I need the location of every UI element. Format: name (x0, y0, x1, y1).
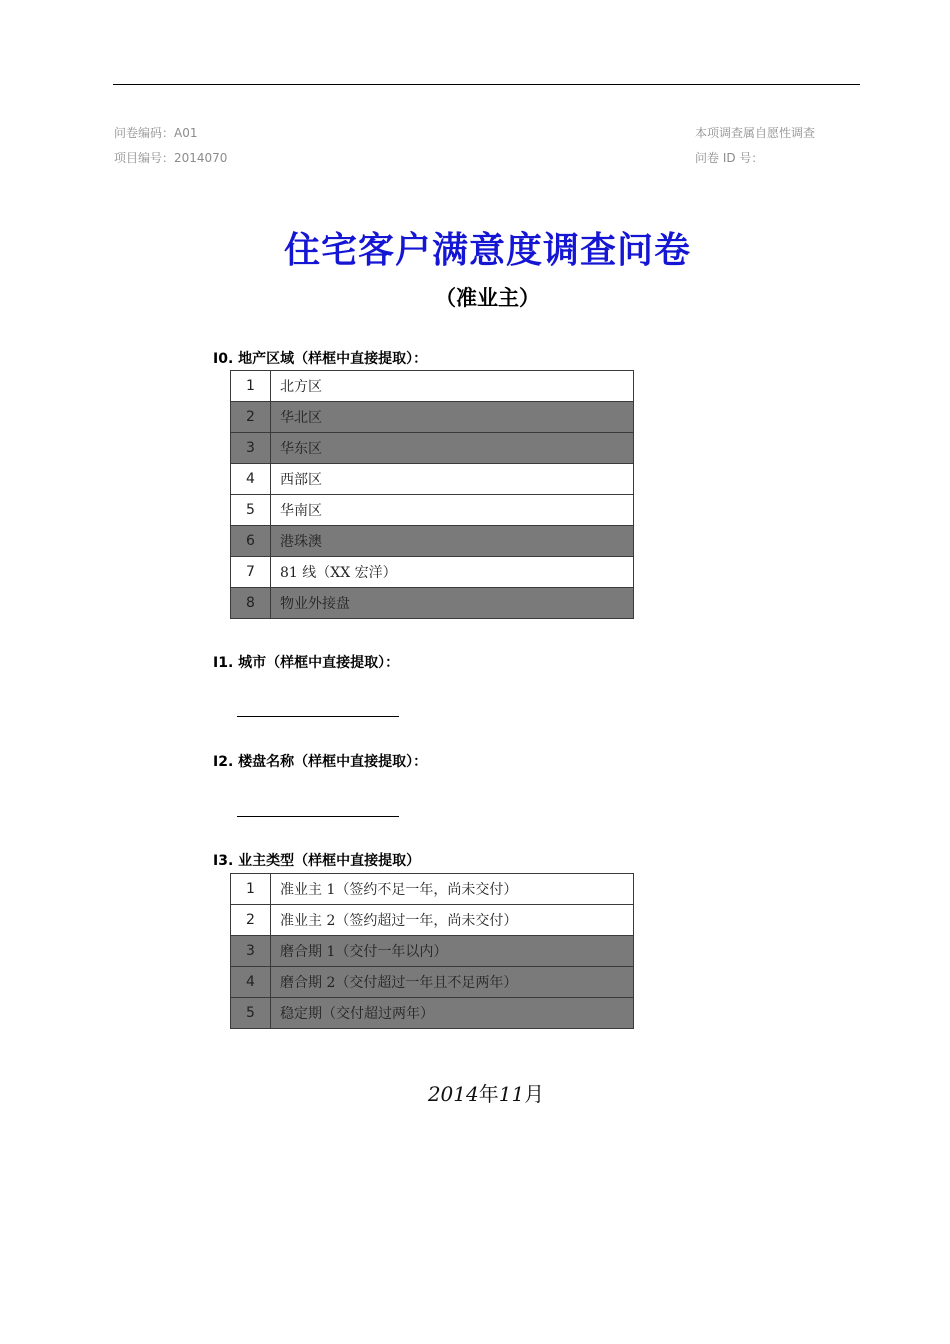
option-text: 港珠澳 (271, 526, 634, 557)
header-left (114, 121, 227, 171)
option-number: 4 (231, 967, 271, 998)
option-text: 华北区 (271, 402, 634, 433)
project-number: 项目编号：2014070 (114, 151, 228, 165)
option-text: 物业外接盘 (271, 588, 634, 619)
option-row[interactable] (231, 371, 634, 402)
header-right (695, 121, 815, 171)
option-number: 2 (231, 402, 271, 433)
option-row[interactable] (231, 557, 634, 588)
option-row[interactable] (231, 905, 634, 936)
option-text: 稳定期（交付超过两年） (271, 998, 634, 1029)
option-number: 1 (231, 371, 271, 402)
city-answer-line[interactable] (237, 716, 399, 717)
option-row[interactable] (231, 874, 634, 905)
question-i3-options (230, 873, 634, 1029)
questionnaire-id: 问卷 ID 号： (695, 151, 764, 165)
option-text: 准业主 2（签约超过一年，尚未交付） (271, 905, 634, 936)
option-row[interactable] (231, 998, 634, 1029)
option-number: 1 (231, 874, 271, 905)
document-title: 住宅客户满意度调查问卷 (283, 229, 691, 271)
document-subtitle: （准业主） (435, 285, 540, 310)
option-row[interactable] (231, 464, 634, 495)
option-number: 3 (231, 936, 271, 967)
option-row[interactable] (231, 402, 634, 433)
option-text: 华东区 (271, 433, 634, 464)
option-row[interactable] (231, 967, 634, 998)
option-number: 2 (231, 905, 271, 936)
questionnaire-code: 问卷编码：A01 (114, 126, 198, 140)
question-i2-label: I2. 楼盘名称（样框中直接提取）： (213, 754, 428, 770)
option-row[interactable] (231, 526, 634, 557)
date-month: 11 (498, 1082, 525, 1106)
option-row[interactable] (231, 588, 634, 619)
question-i3-label: I3. 业主类型（样框中直接提取） (213, 853, 421, 869)
option-text: 北方区 (271, 371, 634, 402)
question-i0-label: I0. 地产区域（样框中直接提取）： (213, 351, 428, 367)
option-row[interactable] (231, 495, 634, 526)
question-i1-label: I1. 城市（样框中直接提取）： (213, 655, 400, 671)
date-year-char: 年 (478, 1082, 499, 1106)
option-number: 3 (231, 433, 271, 464)
voluntary-note: 本项调查属自愿性调查 (695, 126, 816, 140)
option-row[interactable] (231, 433, 634, 464)
question-i0-options (230, 370, 634, 619)
option-text: 华南区 (271, 495, 634, 526)
option-text: 磨合期 2（交付超过一年且不足两年） (271, 967, 634, 998)
option-number: 6 (231, 526, 271, 557)
option-number: 5 (231, 495, 271, 526)
option-text: 西部区 (271, 464, 634, 495)
option-text: 准业主 1（签约不足一年，尚未交付） (271, 874, 634, 905)
option-number: 8 (231, 588, 271, 619)
option-text: 81 线（XX 宏洋） (271, 557, 634, 588)
option-number: 4 (231, 464, 271, 495)
option-text: 磨合期 1（交付一年以内） (271, 936, 634, 967)
option-row[interactable] (231, 936, 634, 967)
date-month-char: 月 (524, 1082, 545, 1106)
option-number: 5 (231, 998, 271, 1029)
date-year: 2014 (427, 1082, 479, 1106)
option-number: 7 (231, 557, 271, 588)
property-name-answer-line[interactable] (237, 816, 399, 817)
header-rule (113, 84, 860, 85)
document-date (0, 1078, 950, 1107)
